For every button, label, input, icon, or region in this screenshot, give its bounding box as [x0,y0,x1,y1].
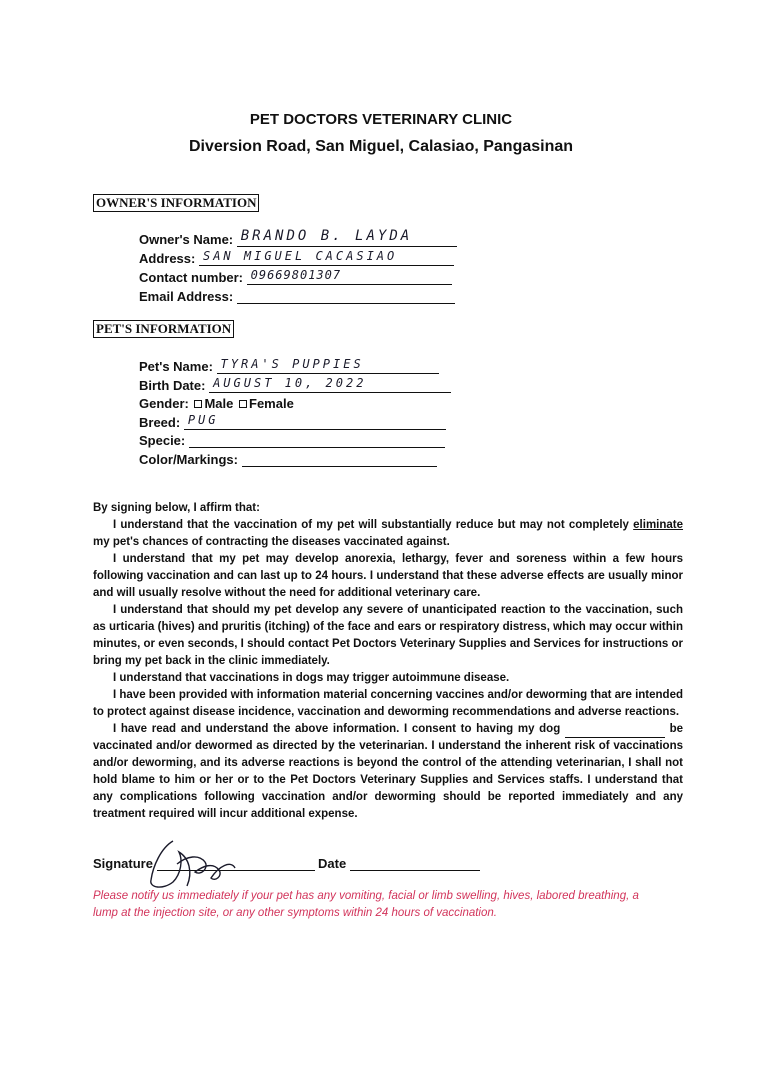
pet-gender-row [139,396,294,411]
pet-specie-label: Specie: [139,433,186,448]
owner-contact-label: Contact number: [139,270,243,285]
pet-specie-field[interactable] [189,432,445,448]
pet-birth-field[interactable] [209,377,451,393]
consent-paragraph-2: I understand that my pet may develop anorexia, lethargy, fever and soreness within a few hours following vaccination and can last up to 24 hours. I understand that these adverse effects are usually minor and will usually resolve without the need for additional veterinary care. [93,553,683,599]
owner-email-field[interactable] [237,288,455,304]
signature-label: Signature [93,856,153,871]
consent-p1a: I understand that the vaccination of my pet will substantially reduce but may not completely [113,519,629,531]
pet-gender-label: Gender: [139,396,189,411]
pet-name-row [139,358,439,374]
owner-name-value: BRANDO B. LAYDA [240,228,413,244]
consent-p6a: I have read and understand the above information. I consent to having my dog [113,723,561,735]
gender-male-label: Male [204,396,234,411]
owner-address-value: SAN MIGUEL CACASIAO [202,249,398,263]
date-row [318,855,480,871]
owner-address-row [139,250,454,266]
owner-contact-value: 09669801307 [250,268,342,282]
gender-female-checkbox[interactable] [239,400,247,408]
pet-name-field[interactable] [217,358,439,374]
signature-scribble [143,836,243,896]
pet-name-value: TYRA'S PUPPIES [220,357,364,371]
pet-birth-row [139,377,451,393]
consent-paragraph-3: I understand that should my pet develop any severe of unanticipated reaction to the vaccination, such as urticaria (hives) and pruritis (itching) of the face and ears or respiratory distress, which may occur within minutes, or even seconds, I should contact Pet Doctors Veterinary Supplies and Services for instructions or bring my pet back in the clinic immediately. [93,604,683,667]
pet-name-label: Pet's Name: [139,359,213,374]
pet-section-title: PET'S INFORMATION [93,320,234,338]
pet-breed-row [139,414,446,430]
pet-specie-row [139,432,445,448]
owner-address-field[interactable] [199,250,454,266]
owner-name-field[interactable] [237,228,457,247]
dog-name-field[interactable] [565,725,665,738]
pet-birth-value: AUGUST 10, 2022 [213,376,367,390]
consent-intro: By signing below, I affirm that: [93,502,260,514]
consent-p1b: my pet's chances of contracting the diseases vaccinated against. [93,536,450,548]
consent-paragraph-5: I have been provided with information material concerning vaccines and/or deworming that are intended to protect against disease incidence, vaccination and deworming recommendations and adverse reactions. [93,689,684,718]
date-field[interactable] [350,855,480,871]
date-label: Date [318,856,347,871]
consent-paragraph-1 [93,517,683,551]
pet-breed-field[interactable] [184,414,446,430]
owner-email-row [139,288,455,304]
gender-female-label: Female [249,396,294,411]
owner-name-label: Owner's Name: [139,232,234,247]
pet-breed-value: PUG [187,413,219,427]
owner-section-title: OWNER'S INFORMATION [93,194,259,212]
owner-email-label: Email Address: [139,289,234,304]
owner-contact-field[interactable] [247,269,452,285]
notice-text: Please notify us immediately if your pet has any vomiting, facial or limb swelling, hives, labored breathing, a lump at the injection site, or any other symptoms within 24 hours of vaccination. [93,890,639,919]
consent-paragraph-4: I understand that vaccinations in dogs may trigger autoimmune disease. [113,672,510,684]
consent-text [93,500,683,823]
owner-address-label: Address: [139,251,196,266]
pet-breed-label: Breed: [139,415,181,430]
owner-name-row [139,228,457,247]
pet-color-field[interactable] [242,451,437,467]
gender-male-checkbox[interactable] [194,400,202,408]
pet-birth-label: Birth Date: [139,378,206,393]
pet-color-label: Color/Markings: [139,452,238,467]
consent-p1-underlined: eliminate [633,519,684,531]
clinic-address: Diversion Road, San Miguel, Calasiao, Pangasinan [188,138,574,155]
clinic-name: PET DOCTORS VETERINARY CLINIC [249,111,513,128]
owner-contact-row [139,269,452,285]
pet-color-row [139,451,437,467]
consent-paragraph-6 [93,721,683,823]
consent-p6b: be vaccinated and/or dewormed as directed by the veterinarian. I understand the inherent risk of vaccinations and/or deworming, and its adverse reactions is beyond the control of the attending veterinarian, I shall not hold blame to him or her or to the Pet Doctors Veterinary Supplies and Services staffs. I understand that any complications following vaccination and/or deworming should be reported immediately and any treatment required will incur additional expense. [93,723,683,820]
